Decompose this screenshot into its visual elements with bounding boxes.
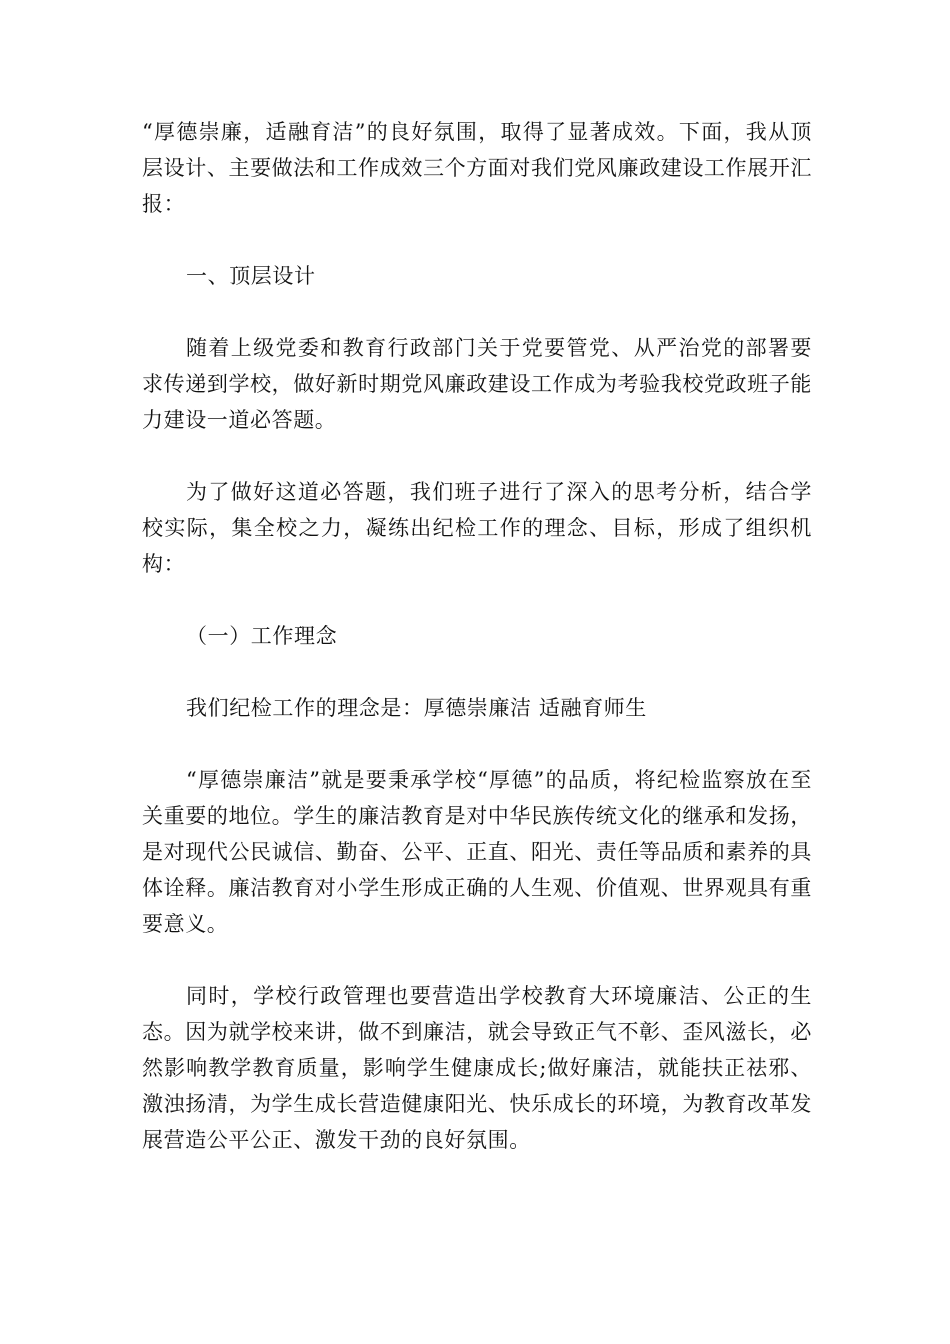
intro-paragraph: “厚德崇廉，适融育洁”的良好氛围，取得了显著成效。下面，我从顶层设计、主要做法和工作成效三个方面对我们党风廉政建设工作展开汇报：: [142, 120, 812, 216]
body-paragraph: 为了做好这道必答题，我们班子进行了深入的思考分析，结合学校实际，集全校之力，凝练出纪检工作的理念、目标，形成了组织机构：: [142, 480, 812, 576]
paragraph-spacer: [142, 294, 812, 330]
paragraph-spacer: [142, 438, 812, 474]
body-paragraph: 同时，学校行政管理也要营造出学校教育大环境廉洁、公正的生态。因为就学校来讲，做不到廉洁，就会导致正气不彰、歪风滋长，必然影响教学教育质量，影响学生健康成长;做好廉洁，就能扶正祛邪、激浊扬清，为学生成长营造健康阳光、快乐成长的环境，为教育改革发展营造公平公正、激发干劲的良好氛围。: [142, 984, 812, 1152]
body-paragraph: 我们纪检工作的理念是：厚德崇廉洁 适融育师生: [186, 696, 647, 720]
paragraph-spacer: [142, 222, 812, 258]
document-page: [142, 114, 812, 1158]
paragraph-spacer: [142, 942, 812, 978]
body-paragraph: “厚德崇廉洁”就是要秉承学校“厚德”的品质，将纪检监察放在至关重要的地位。学生的廉洁教育是对中华民族传统文化的继承和发扬，是对现代公民诚信、勤奋、公平、正直、阳光、责任等品质和素养的具体诠释。廉洁教育对小学生形成正确的人生观、价值观、世界观具有重要意义。: [142, 768, 812, 936]
body-paragraph: 随着上级党委和教育行政部门关于党要管党、从严治党的部署要求传递到学校，做好新时期党风廉政建设工作成为考验我校党政班子能力建设一道必答题。: [142, 336, 812, 432]
paragraph-spacer: [142, 726, 812, 762]
section-heading-top-design: 一、顶层设计: [186, 264, 316, 288]
paragraph-spacer: [142, 654, 812, 690]
paragraph-spacer: [142, 582, 812, 618]
subsection-heading-work-concept: （一）工作理念: [186, 624, 338, 648]
